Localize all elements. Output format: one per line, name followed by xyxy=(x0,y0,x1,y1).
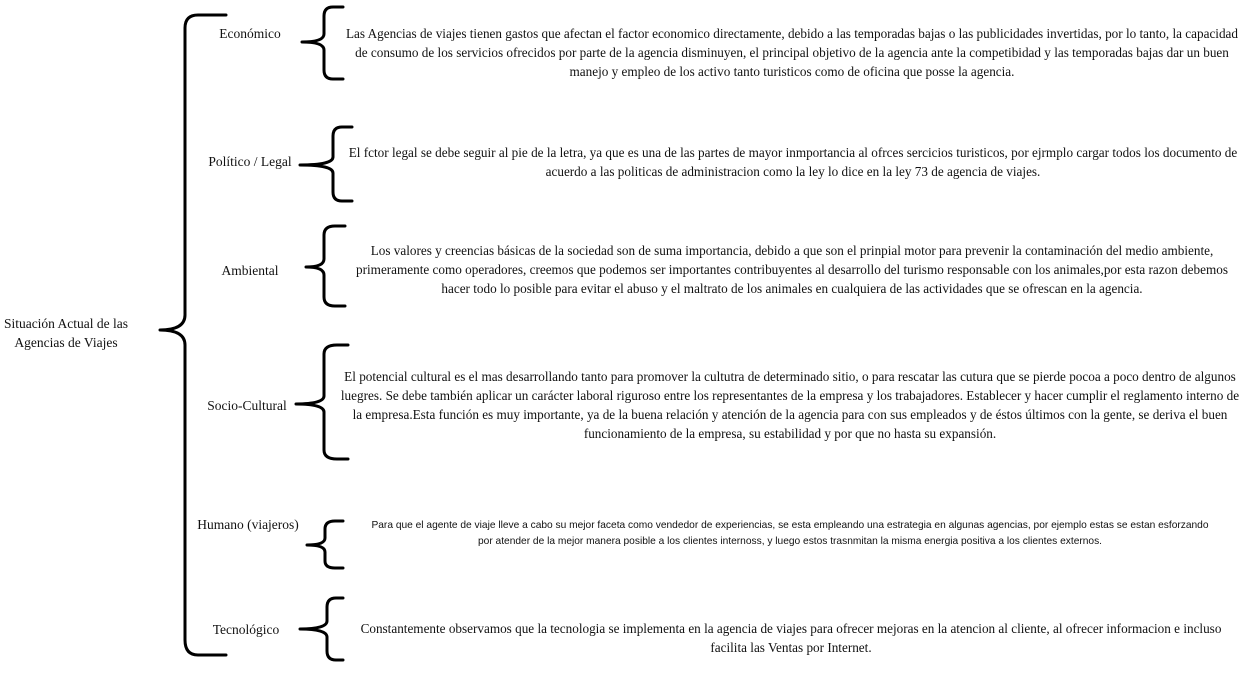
brace-economico xyxy=(302,7,343,79)
category-description-ambiental: Los valores y creencias básicas de la sociedad son de suma importancia, debido a que son el prinpial motor para prevenir la contaminación del medio ambiente, primeramente como operadores, creemos que podemos ser importantes contribuyentes al desarrollo del turismo responsable con los animales,por esta razon debemos hacer todo lo posible para evitar el abuso y el maltrato de los animales en cualquiera de las actividades que se ofrescan en la agencia. xyxy=(356,243,1228,296)
root-title: Situación Actual de las Agencias de Viajes xyxy=(3,316,129,350)
category-label-ambiental: Ambiental xyxy=(221,263,279,278)
category-description-socio-cultural: El potencial cultural es el mas desarrollando tanto para promover la cultutra de determinado sitio, o para rescatar las cutura que se pierde pocoa a poco dentro de algunos luegres. Se debe también aplicar un carácter laboral riguroso entre los representantes de la empresa y los trabajadores. Establecer y hacer cumplir el reglamento interno de la empresa.Esta función es muy importante, ya de la buena relación y atención de la agencia para con sus empleados y de éstos últimos con la gente, se deriva el buen funcionamiento de la empresa, su estabilidad y por que no hasta su expansión. xyxy=(340,369,1240,441)
category-label-socio-cultural: Socio-Cultural xyxy=(207,398,287,413)
category-description-tecnologico: Constantemente observamos que la tecnologia se implementa en la agencia de viajes para ofrecer mejoras en la atencion al cliente, al ofrecer informacion e incluso facilita las Ventas por Internet. xyxy=(360,621,1222,655)
category-description-humano: Para que el agente de viaje lleve a cabo su mejor faceta como vendedor de experiencias, se esta empleando una estrategia en algunas agencias, por ejemplo estas se estan esforzando por atender de la mejor manera posible a los clientes internoss, y luego estos trasnmitan la misma energia positiva a los clientes externos. xyxy=(371,520,1209,547)
category-label-humano: Humano (viajeros) xyxy=(197,517,299,532)
category-description-economico: Las Agencias de viajes tienen gastos que afectan el factor economico directamente, debido a las temporadas bajas o las publicidades invertidas, por lo tanto, la capacidad de consumo de los servicios ofrecidos por parte de la agencia disminuyen, el principal objetivo de la agencia ante la competibidad y las temporadas bajas dar un buen manejo y empleo de los activo tanto turisticos como de oficina que posse la agencia. xyxy=(345,26,1239,79)
brace-tecnologico xyxy=(300,598,343,660)
main-brace xyxy=(160,15,226,655)
brace-politico-legal xyxy=(300,127,352,201)
category-label-politico-legal: Político / Legal xyxy=(208,154,292,169)
brace-humano xyxy=(307,521,343,568)
category-label-economico: Económico xyxy=(219,26,281,41)
category-description-politico-legal: El fctor legal se debe seguir al pie de la letra, ya que es una de las partes de mayor inmportancia al ofrces sercicios turisticos, por ejrmplo cargar todos los documento de acuerdo a las politicas de administracion como la ley lo dice en la ley 73 de agencia de viajes. xyxy=(348,145,1238,179)
brace-ambiental xyxy=(306,226,345,306)
category-label-tecnologico: Tecnológico xyxy=(212,622,280,637)
